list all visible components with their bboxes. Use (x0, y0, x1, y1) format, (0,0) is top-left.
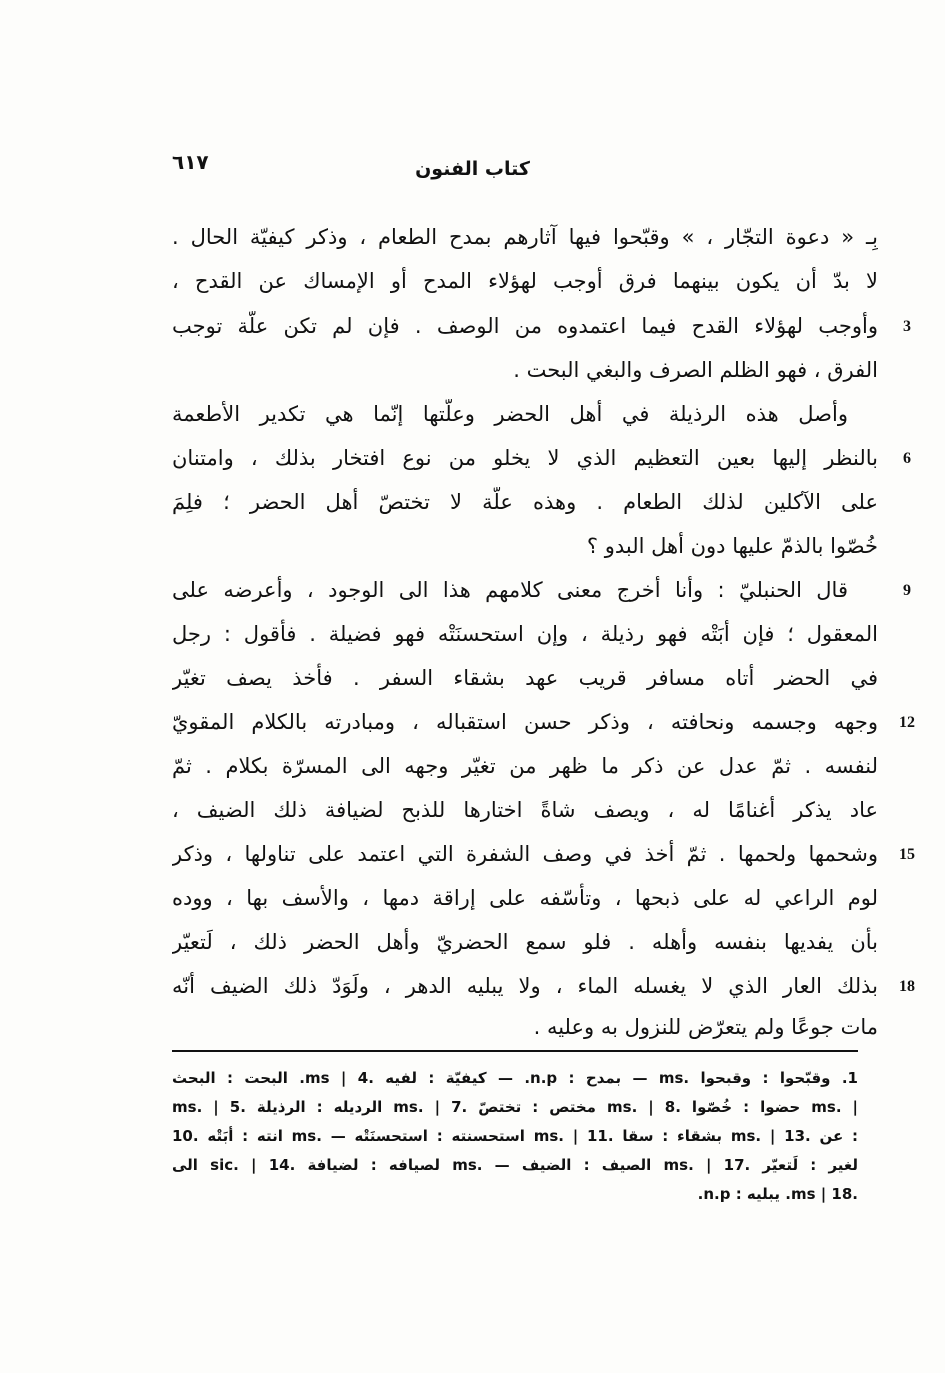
line-number: 6 (903, 450, 911, 467)
text-line: في الحضر أتاه مسافر قريب عهد بشقاء السفر . فأخذ يصف تغيّر (172, 666, 878, 690)
text-line: قال الحنبليّ : وأنا أخرج معنى كلامهم هذا الى الوجود ، وأعرضه على (172, 578, 848, 602)
text-line: بالنظر إليها بعين التعظيم الذي لا يخلو من نوع افتخار بذلك ، وامتنان (172, 446, 878, 470)
text-line: وشحمها ولحمها . ثمّ أخذ في وصف الشفرة التي اعتمد على تناولها ، وذكر (172, 842, 878, 866)
text-line: عاد يذكر أغنامًا له ، ويصف شاةً اختارها للذبح لضيافة ذلك الضيف ، (172, 798, 878, 822)
text-line: وجهه وجسمه ونحافته ، وذكر حسن استقباله ، ومبادرته بالكلام المقويّ (172, 710, 878, 734)
text-line: مات جوعًا ولم يتعرّض للنزول به وعليه . (533, 1015, 878, 1039)
line-number: 3 (903, 318, 911, 335)
text-line: على الآكلين لذلك الطعام . وهذه علّة لا تختصّ أهل الحضر ؛ فلِمَ (172, 490, 878, 514)
footnote-line: لغير : لَتعيّر .17 | .ms الصيف : الضيف — .ms لصيافه : لضيافة .14 | .sic الى (172, 1156, 858, 1174)
line-number: 9 (903, 582, 911, 599)
footnote-rule (172, 1050, 858, 1052)
footnote-line: : عن .13 | .ms بشقاء : سقا .11 | .ms استحسنته : استحسنَتْه — .ms انته : أبَتْه .10 (172, 1127, 858, 1145)
text-line: وأصل هذه الرذيلة في أهل الحضر وعلّتها إنّما هي تكدير الأطعمة (172, 402, 848, 426)
text-line: خُصّوا بالذمّ عليها دون أهل البدو ؟ (586, 534, 878, 558)
text-line: لوم الراعي له على ذبحها ، وتأسّفه على إراقة دمها ، والأسف بها ، ووده (172, 886, 878, 910)
text-line: وأوجب لهؤلاء القدح فيما اعتمدوه من الوصف . فإن لم تكن علّة توجب (172, 314, 878, 338)
text-line: المعقول ؛ فإن أبَتْه فهو رذيلة ، وإن استحسنَتْه فهو فضيلة . فأقول : رجل (172, 622, 878, 646)
text-line: بذلك العار الذي لا يغسله الماء ، ولا يبليه الدهر ، ولَوَدّ ذلك الضيف أنّه (172, 974, 878, 998)
text-line: بِـ « دعوة التجّار ، » وقبّحوا فيها آثارهم بمدح الطعام ، وذكر كيفيّة الحال . (172, 225, 878, 249)
footnote-line: .ms | 18. يبليه : n.p. (697, 1185, 858, 1203)
footnote-line: | .ms حضوا : خُصّوا .8 | .ms مختص : تختصّ .7 | .ms الرديله : الرذيلة .5 | .ms (172, 1098, 858, 1116)
line-number: 15 (899, 846, 915, 863)
line-number: 12 (899, 714, 915, 731)
text-line: لنفسه . ثمّ عدل عن ذكر ما ظهر من تغيّر وجهه الى المسرّة بكلام . ثمّ (172, 754, 878, 778)
text-line: بأن يفديها بنفسه وأهله . فلو سمع الحضريّ وأهل الحضر ذلك ، لَتعيّر (172, 930, 878, 954)
running-title: كتاب الفنون (415, 158, 530, 180)
text-line: الفرق ، فهو الظلم الصرف والبغي البحت . (513, 358, 878, 382)
text-line: لا بدّ أن يكون بينهما فرق أوجب لهؤلاء المدح أو الإمساك عن القدح ، (172, 269, 878, 293)
footnote-line: 1. وقبّحوا : وقبحوا .ms — بمدح : n.p. — كيفيّة : لفيه .ms | 4. البحت : البحث (172, 1069, 858, 1087)
line-number: 18 (899, 978, 915, 995)
page-number: ٦١٧ (172, 150, 209, 174)
